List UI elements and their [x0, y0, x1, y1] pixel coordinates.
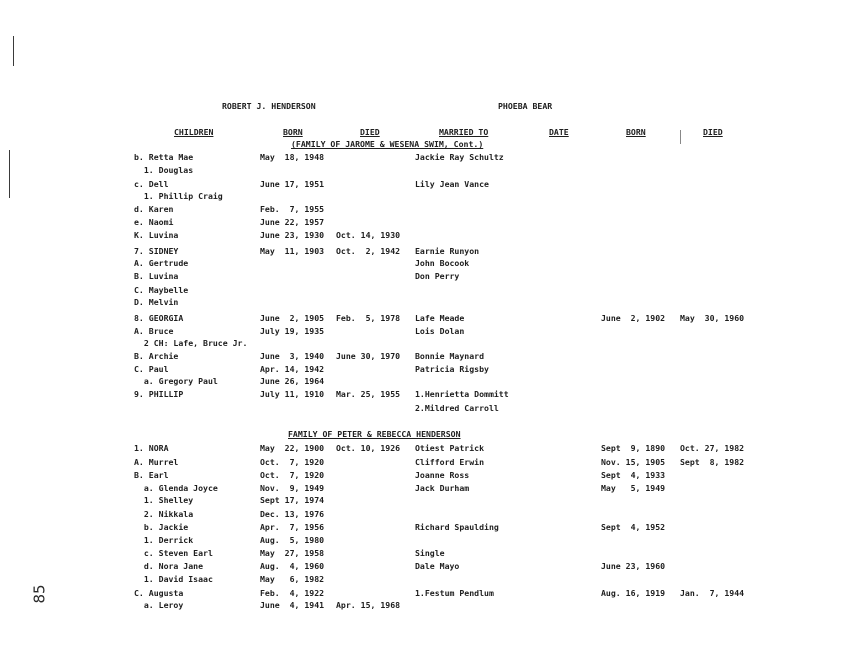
spouse-name: Lafe Meade: [415, 313, 465, 323]
born-date: May 18, 1948: [260, 152, 325, 162]
born-date: Feb. 7, 1955: [260, 204, 325, 214]
child-name: A. Bruce: [134, 326, 174, 336]
child-name: 7. SIDNEY: [134, 246, 179, 256]
died-date: Feb. 5, 1978: [336, 313, 401, 323]
child-name: 1. Shelley: [134, 495, 194, 505]
born-date: June 4, 1941: [260, 600, 325, 610]
born-date: Dec. 13, 1976: [260, 509, 325, 519]
child-name: b. Jackie: [134, 522, 189, 532]
column-divider-line: [680, 130, 681, 144]
spouse-name: Joanne Ross: [415, 470, 470, 480]
page-number: 85: [30, 584, 49, 604]
spouse-born-date: Sept 9, 1890: [601, 443, 666, 453]
died-date: Oct. 14, 1930: [336, 230, 401, 240]
child-name: 8. GEORGIA: [134, 313, 184, 323]
child-name: e. Naomi: [134, 217, 174, 227]
died-date: Mar. 25, 1955: [336, 389, 401, 399]
left-margin-line: [9, 150, 10, 198]
spouse-died-date: Oct. 27, 1982: [680, 443, 745, 453]
child-name: D. Melvin: [134, 297, 179, 307]
born-date: June 22, 1957: [260, 217, 325, 227]
born-date: Oct. 7, 1920: [260, 470, 325, 480]
born-date: May 27, 1958: [260, 548, 325, 558]
child-name: 9. PHILLIP: [134, 389, 184, 399]
spouse-name: Lily Jean Vance: [415, 179, 489, 189]
header-spouse-died: DIED: [703, 127, 723, 137]
died-date: Oct. 2, 1942: [336, 246, 401, 256]
child-name: B. Earl: [134, 470, 169, 480]
wife-name: PHOEBA BEAR: [498, 101, 553, 111]
born-date: Feb. 4, 1922: [260, 588, 325, 598]
child-name: C. Maybelle: [134, 285, 189, 295]
spouse-name: 2.Mildred Carroll: [415, 403, 499, 413]
died-date: Oct. 10, 1926: [336, 443, 401, 453]
child-name: 2 CH: Lafe, Bruce Jr.: [134, 338, 248, 348]
spouse-died-date: May 30, 1960: [680, 313, 745, 323]
child-name: K. Luvina: [134, 230, 179, 240]
child-name: 1. Derrick: [134, 535, 194, 545]
spouse-name: Jack Durham: [415, 483, 470, 493]
spouse-name: Don Perry: [415, 271, 460, 281]
child-name: a. Gregory Paul: [134, 376, 218, 386]
born-date: June 26, 1964: [260, 376, 325, 386]
header-married-to: MARRIED TO: [439, 127, 489, 137]
child-name: b. Retta Mae: [134, 152, 194, 162]
child-name: d. Karen: [134, 204, 174, 214]
spouse-name: Richard Spaulding: [415, 522, 499, 532]
born-date: Aug. 4, 1960: [260, 561, 325, 571]
child-name: a. Leroy: [134, 600, 184, 610]
section-title-swim: (FAMILY OF JAROME & WESENA SWIM, Cont.): [291, 139, 484, 149]
child-name: 1. Phillip Craig: [134, 191, 223, 201]
spouse-born-date: May 5, 1949: [601, 483, 666, 493]
spouse-born-date: Aug. 16, 1919: [601, 588, 666, 598]
child-name: A. Gertrude: [134, 258, 189, 268]
child-name: a. Glenda Joyce: [134, 483, 218, 493]
spouse-name: Earnie Runyon: [415, 246, 480, 256]
spouse-died-date: Sept 8, 1982: [680, 457, 745, 467]
left-margin-line: [13, 36, 14, 66]
spouse-born-date: June 23, 1960: [601, 561, 666, 571]
spouse-born-date: Nov. 15, 1905: [601, 457, 666, 467]
spouse-born-date: Sept 4, 1933: [601, 470, 666, 480]
child-name: C. Augusta: [134, 588, 184, 598]
spouse-name: Otiest Patrick: [415, 443, 485, 453]
born-date: May 22, 1900: [260, 443, 325, 453]
born-date: July 11, 1910: [260, 389, 325, 399]
section-title-henderson: FAMILY OF PETER & REBECCA HENDERSON: [288, 429, 461, 439]
child-name: 1. Douglas: [134, 165, 194, 175]
spouse-name: Dale Mayo: [415, 561, 460, 571]
header-spouse-born: BORN: [626, 127, 646, 137]
header-born: BORN: [283, 127, 303, 137]
header-died: DIED: [360, 127, 380, 137]
child-name: d. Nora Jane: [134, 561, 204, 571]
spouse-born-date: Sept 4, 1952: [601, 522, 666, 532]
child-name: 2. Nikkala: [134, 509, 194, 519]
spouse-name: 1.Henrietta Dommitt: [415, 389, 509, 399]
born-date: Apr. 7, 1956: [260, 522, 325, 532]
born-date: June 17, 1951: [260, 179, 325, 189]
spouse-name: Patricia Rigsby: [415, 364, 489, 374]
spouse-name: Clifford Erwin: [415, 457, 485, 467]
child-name: B. Luvina: [134, 271, 179, 281]
spouse-name: Jackie Ray Schultz: [415, 152, 504, 162]
child-name: c. Dell: [134, 179, 169, 189]
born-date: Aug. 5, 1980: [260, 535, 325, 545]
spouse-name: Single: [415, 548, 445, 558]
born-date: May 11, 1903: [260, 246, 325, 256]
child-name: 1. NORA: [134, 443, 169, 453]
spouse-name: John Bocook: [415, 258, 470, 268]
born-date: June 2, 1905: [260, 313, 325, 323]
born-date: June 23, 1930: [260, 230, 325, 240]
child-name: C. Paul: [134, 364, 169, 374]
spouse-name: 1.Festum Pendlum: [415, 588, 494, 598]
child-name: c. Steven Earl: [134, 548, 213, 558]
born-date: July 19, 1935: [260, 326, 325, 336]
born-date: Oct. 7, 1920: [260, 457, 325, 467]
died-date: June 30, 1970: [336, 351, 401, 361]
born-date: Nov. 9, 1949: [260, 483, 325, 493]
child-name: B. Archie: [134, 351, 179, 361]
born-date: June 3, 1940: [260, 351, 325, 361]
born-date: Apr. 14, 1942: [260, 364, 325, 374]
child-name: 1. David Isaac: [134, 574, 213, 584]
spouse-name: Bonnie Maynard: [415, 351, 485, 361]
spouse-name: Lois Dolan: [415, 326, 465, 336]
husband-name: ROBERT J. HENDERSON: [222, 101, 316, 111]
header-children: CHILDREN: [174, 127, 214, 137]
child-name: A. Murrel: [134, 457, 179, 467]
spouse-born-date: June 2, 1902: [601, 313, 666, 323]
born-date: Sept 17, 1974: [260, 495, 325, 505]
spouse-died-date: Jan. 7, 1944: [680, 588, 745, 598]
died-date: Apr. 15, 1968: [336, 600, 401, 610]
born-date: May 6, 1982: [260, 574, 325, 584]
header-date: DATE: [549, 127, 569, 137]
